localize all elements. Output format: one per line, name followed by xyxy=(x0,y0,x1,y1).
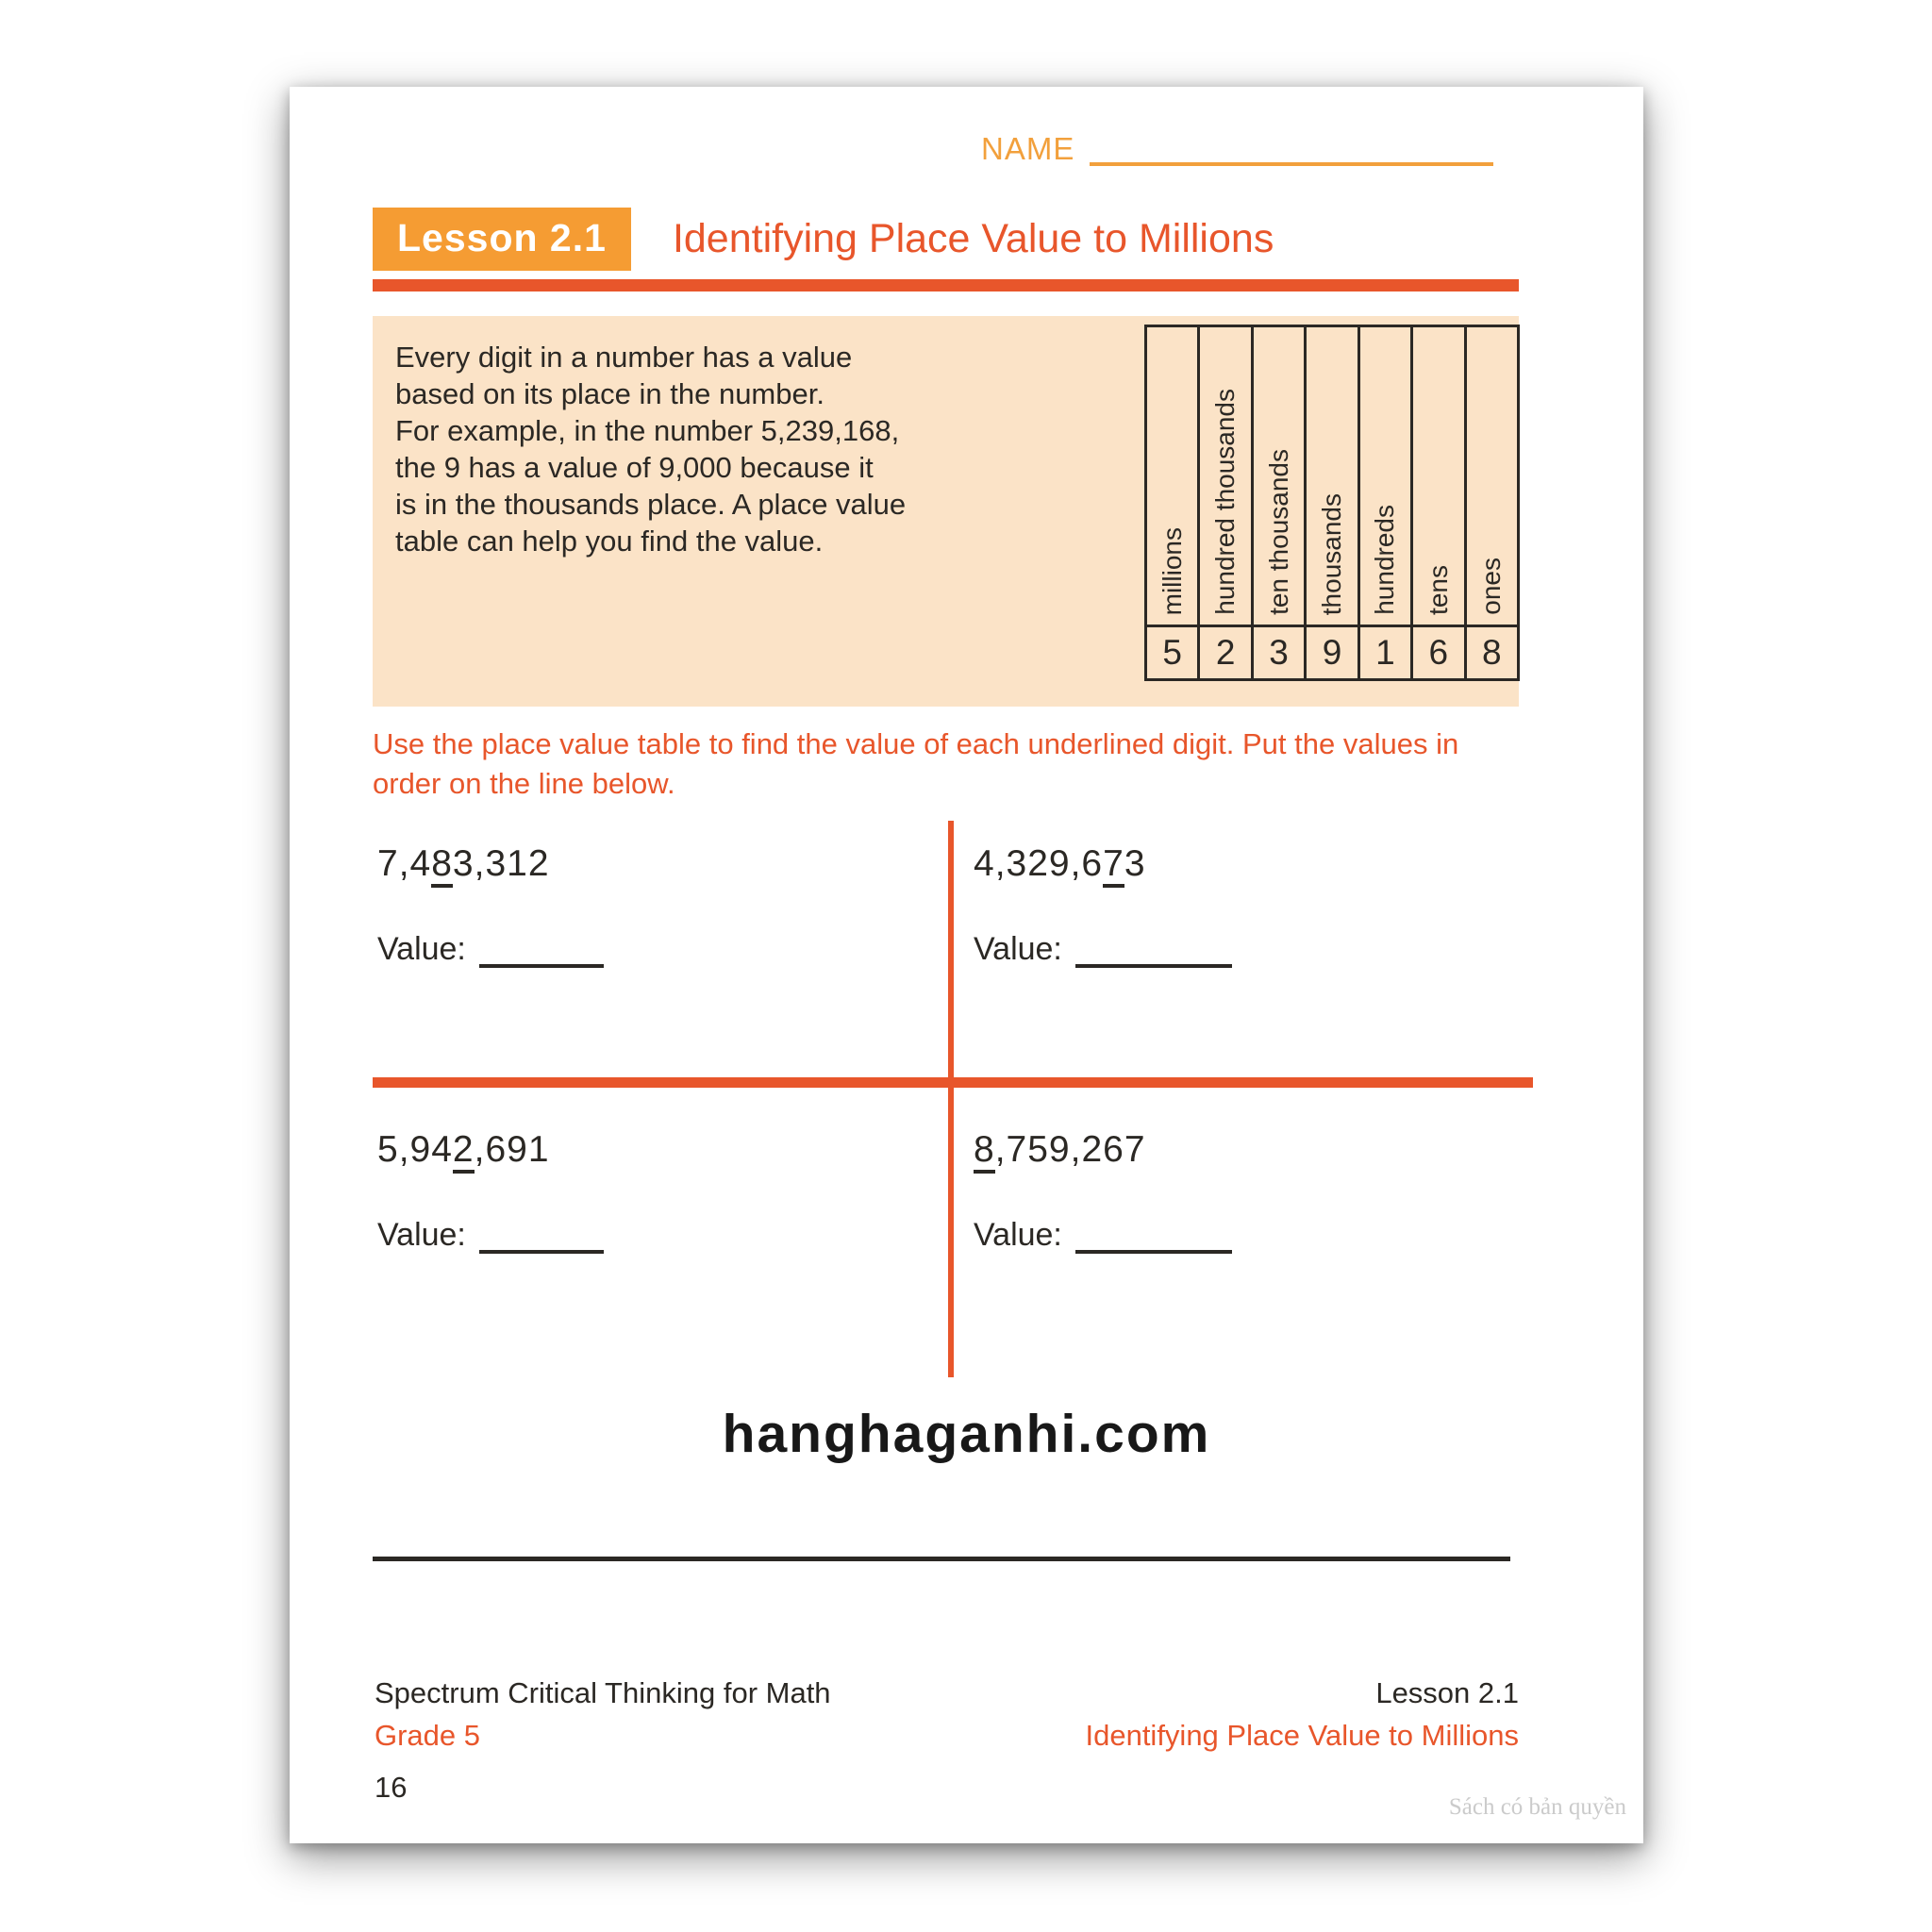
pv-column-label: thousands xyxy=(1316,492,1346,615)
pv-digit-cell: 9 xyxy=(1307,625,1357,678)
quadrant-divider-horizontal xyxy=(373,1077,1533,1088)
footer-right xyxy=(1085,1672,1519,1757)
pv-column-label: hundred thousands xyxy=(1210,389,1241,615)
value-label: Value: xyxy=(377,931,466,967)
pv-column-label: tens xyxy=(1423,565,1453,615)
place-value-table xyxy=(1144,325,1520,681)
pv-digit-cell: 8 xyxy=(1467,625,1517,678)
underlined-digit: 8 xyxy=(431,843,453,888)
name-blank-line[interactable] xyxy=(1090,134,1493,166)
instructions-line-2: order on the line below. xyxy=(373,767,675,800)
underlined-digit: 7 xyxy=(1103,843,1124,888)
name-row xyxy=(981,132,1493,166)
value-label: Value: xyxy=(974,931,1062,967)
pv-column-ten-thousands xyxy=(1254,325,1307,681)
pv-column-hundreds xyxy=(1360,325,1413,681)
underlined-digit: 2 xyxy=(453,1129,475,1174)
value-label: Value: xyxy=(377,1217,466,1253)
pv-column-label: ones xyxy=(1476,558,1507,615)
value-row xyxy=(974,930,1232,968)
pv-column-label: millions xyxy=(1157,526,1187,615)
value-label: Value: xyxy=(974,1217,1062,1253)
instructions-line-1: Use the place value table to find the value of each underlined digit. Put the values in xyxy=(373,727,1459,760)
quadrant-divider-vertical xyxy=(948,821,954,1377)
problem-1 xyxy=(377,841,604,968)
pv-column-label: hundreds xyxy=(1370,505,1400,615)
copyright-note: Sách có bản quyền xyxy=(1448,1794,1626,1820)
pv-column-label: ten thousands xyxy=(1263,449,1293,615)
name-label: NAME xyxy=(981,131,1075,166)
lesson-header xyxy=(373,208,1274,271)
pv-digit-cell: 1 xyxy=(1360,625,1410,678)
info-line: is in the thousands place. A place value xyxy=(395,488,907,521)
page-number: 16 xyxy=(375,1771,408,1804)
info-line: For example, in the number 5,239,168, xyxy=(395,414,900,447)
pv-digit-cell: 5 xyxy=(1147,625,1197,678)
problem-4 xyxy=(974,1127,1232,1254)
pv-column-millions xyxy=(1144,325,1200,681)
lesson-badge: Lesson 2.1 xyxy=(373,208,631,271)
problem-number: 7,483,312 xyxy=(377,841,604,887)
footer-lesson-title: Identifying Place Value to Millions xyxy=(1085,1719,1519,1752)
value-blank[interactable] xyxy=(1075,934,1232,968)
pv-digit-cell: 6 xyxy=(1413,625,1463,678)
answer-blank-line[interactable] xyxy=(373,1557,1510,1561)
worksheet-page xyxy=(290,87,1643,1843)
page-title: Identifying Place Value to Millions xyxy=(672,216,1274,261)
pv-digit-cell: 2 xyxy=(1200,625,1250,678)
info-line: Every digit in a number has a value xyxy=(395,341,853,374)
problem-number: 5,942,691 xyxy=(377,1127,604,1173)
problem-number: 4,329,673 xyxy=(974,841,1232,887)
problem-3 xyxy=(377,1127,604,1254)
footer-series-title: Spectrum Critical Thinking for Math xyxy=(375,1676,831,1709)
pv-digit-cell: 3 xyxy=(1254,625,1304,678)
problem-number: 8,759,267 xyxy=(974,1127,1232,1173)
value-blank[interactable] xyxy=(1075,1220,1232,1254)
underlined-digit: 8 xyxy=(974,1129,995,1174)
info-line: the 9 has a value of 9,000 because it xyxy=(395,451,874,484)
pv-column-thousands xyxy=(1307,325,1359,681)
footer-left xyxy=(375,1672,831,1808)
pv-column-hundred-thousands xyxy=(1200,325,1253,681)
pv-column-tens xyxy=(1413,325,1466,681)
info-line: table can help you find the value. xyxy=(395,525,824,558)
value-row xyxy=(974,1216,1232,1254)
footer-lesson-ref: Lesson 2.1 xyxy=(1375,1676,1519,1709)
instructions xyxy=(373,724,1552,804)
header-rule xyxy=(373,279,1519,291)
problem-2 xyxy=(974,841,1232,968)
pv-column-ones xyxy=(1467,325,1520,681)
value-row xyxy=(377,930,604,968)
footer-grade: Grade 5 xyxy=(375,1719,481,1752)
value-row xyxy=(377,1216,604,1254)
watermark: hanghaganhi.com xyxy=(722,1404,1211,1464)
info-line: based on its place in the number. xyxy=(395,377,824,410)
value-blank[interactable] xyxy=(479,1220,604,1254)
value-blank[interactable] xyxy=(479,934,604,968)
